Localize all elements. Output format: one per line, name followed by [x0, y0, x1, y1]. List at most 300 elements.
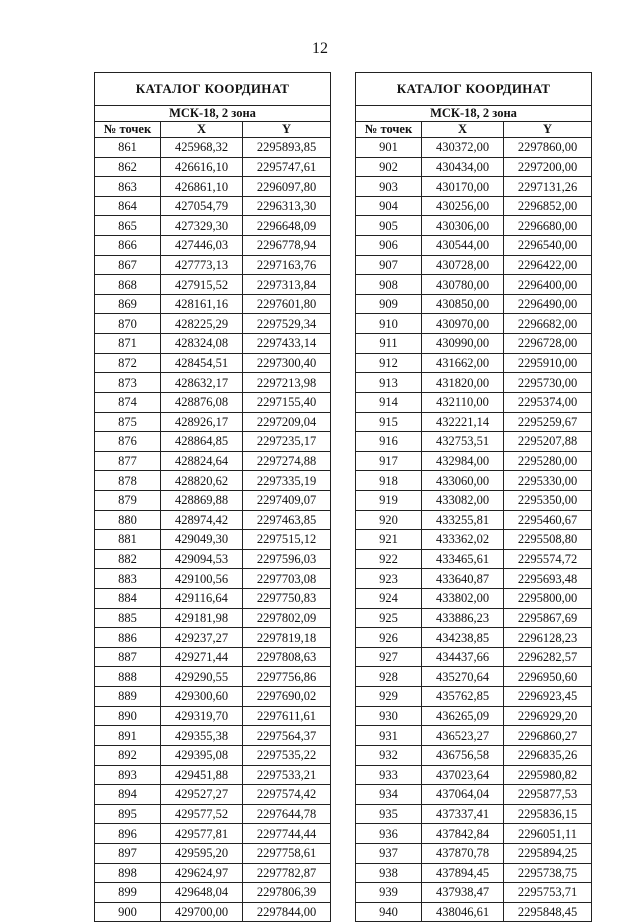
table-row — [356, 334, 592, 354]
point-number-cell: 914 — [356, 392, 422, 412]
y-coordinate-cell: 2296648,09 — [243, 216, 331, 236]
x-coordinate-cell: 430728,00 — [422, 255, 504, 275]
table-row — [95, 216, 331, 236]
table-row — [356, 157, 592, 177]
table-row — [356, 373, 592, 393]
y-coordinate-cell: 2297601,80 — [243, 294, 331, 314]
x-coordinate-cell: 428324,08 — [161, 334, 243, 354]
x-coordinate-cell: 433082,00 — [422, 490, 504, 510]
table-row — [95, 314, 331, 334]
point-number-cell: 885 — [95, 608, 161, 628]
point-number-cell: 868 — [95, 275, 161, 295]
x-coordinate-cell: 429451,88 — [161, 765, 243, 785]
x-coordinate-cell: 430170,00 — [422, 177, 504, 197]
x-coordinate-cell: 432753,51 — [422, 432, 504, 452]
y-coordinate-cell: 2295980,82 — [504, 765, 592, 785]
y-coordinate-cell: 2297535,22 — [243, 745, 331, 765]
table-row — [95, 883, 331, 903]
y-coordinate-cell: 2296860,27 — [504, 726, 592, 746]
y-coordinate-cell: 2297860,00 — [504, 138, 592, 158]
y-coordinate-cell: 2297463,85 — [243, 510, 331, 530]
y-coordinate-cell: 2297644,78 — [243, 804, 331, 824]
y-coordinate-cell: 2295836,15 — [504, 804, 592, 824]
x-coordinate-cell: 437870,78 — [422, 843, 504, 863]
x-coordinate-cell: 433362,02 — [422, 530, 504, 550]
table-row — [356, 824, 592, 844]
table-row — [95, 785, 331, 805]
x-coordinate-cell: 429355,38 — [161, 726, 243, 746]
x-coordinate-cell: 429319,70 — [161, 706, 243, 726]
table-row — [95, 549, 331, 569]
y-coordinate-cell: 2297155,40 — [243, 392, 331, 412]
point-number-cell: 879 — [95, 490, 161, 510]
table-row — [95, 843, 331, 863]
point-number-cell: 878 — [95, 471, 161, 491]
point-number-cell: 901 — [356, 138, 422, 158]
table-row — [95, 902, 331, 922]
table-row — [95, 275, 331, 295]
table-row — [95, 647, 331, 667]
point-number-cell: 891 — [95, 726, 161, 746]
x-coordinate-cell: 428974,42 — [161, 510, 243, 530]
x-coordinate-cell: 428225,29 — [161, 314, 243, 334]
y-coordinate-cell: 2296835,26 — [504, 745, 592, 765]
x-coordinate-cell: 428876,08 — [161, 392, 243, 412]
point-number-cell: 874 — [95, 392, 161, 412]
table-row — [356, 353, 592, 373]
point-number-cell: 895 — [95, 804, 161, 824]
y-coordinate-cell: 2297758,61 — [243, 843, 331, 863]
point-number-cell: 937 — [356, 843, 422, 863]
y-coordinate-cell: 2296128,23 — [504, 628, 592, 648]
point-number-cell: 903 — [356, 177, 422, 197]
x-coordinate-cell: 433886,23 — [422, 608, 504, 628]
y-coordinate-cell: 2296680,00 — [504, 216, 592, 236]
column-header-point-number: № точек — [95, 122, 161, 138]
y-coordinate-cell: 2297819,18 — [243, 628, 331, 648]
point-number-cell: 886 — [95, 628, 161, 648]
y-coordinate-cell: 2297409,07 — [243, 490, 331, 510]
x-coordinate-cell: 430990,00 — [422, 334, 504, 354]
x-coordinate-cell: 430256,00 — [422, 196, 504, 216]
y-coordinate-cell: 2295738,75 — [504, 863, 592, 883]
point-number-cell: 898 — [95, 863, 161, 883]
table-row — [356, 530, 592, 550]
point-number-cell: 938 — [356, 863, 422, 883]
x-coordinate-cell: 432110,00 — [422, 392, 504, 412]
x-coordinate-cell: 431820,00 — [422, 373, 504, 393]
point-number-cell: 894 — [95, 785, 161, 805]
x-coordinate-cell: 430544,00 — [422, 236, 504, 256]
point-number-cell: 923 — [356, 569, 422, 589]
point-number-cell: 899 — [95, 883, 161, 903]
point-number-cell: 861 — [95, 138, 161, 158]
x-coordinate-cell: 429624,97 — [161, 863, 243, 883]
x-coordinate-cell: 430850,00 — [422, 294, 504, 314]
point-number-cell: 910 — [356, 314, 422, 334]
y-coordinate-cell: 2297200,00 — [504, 157, 592, 177]
y-coordinate-cell: 2297564,37 — [243, 726, 331, 746]
y-coordinate-cell: 2295753,71 — [504, 883, 592, 903]
point-number-cell: 880 — [95, 510, 161, 530]
point-number-cell: 889 — [95, 687, 161, 707]
point-number-cell: 873 — [95, 373, 161, 393]
point-number-cell: 865 — [95, 216, 161, 236]
x-coordinate-cell: 436265,09 — [422, 706, 504, 726]
table-row — [356, 412, 592, 432]
point-number-cell: 866 — [95, 236, 161, 256]
column-header-point-number: № точек — [356, 122, 422, 138]
coordinate-catalog-table-left — [94, 72, 331, 922]
y-coordinate-cell: 2297533,21 — [243, 765, 331, 785]
y-coordinate-cell: 2297750,83 — [243, 589, 331, 609]
x-coordinate-cell: 429577,52 — [161, 804, 243, 824]
y-coordinate-cell: 2295877,53 — [504, 785, 592, 805]
y-coordinate-cell: 2296728,00 — [504, 334, 592, 354]
table-row — [95, 432, 331, 452]
x-coordinate-cell: 437023,64 — [422, 765, 504, 785]
point-number-cell: 936 — [356, 824, 422, 844]
x-coordinate-cell: 428454,51 — [161, 353, 243, 373]
table-row — [356, 667, 592, 687]
table-row — [356, 687, 592, 707]
table-row — [95, 804, 331, 824]
y-coordinate-cell: 2297744,44 — [243, 824, 331, 844]
y-coordinate-cell: 2295330,00 — [504, 471, 592, 491]
point-number-cell: 929 — [356, 687, 422, 707]
x-coordinate-cell: 428632,17 — [161, 373, 243, 393]
y-coordinate-cell: 2295893,85 — [243, 138, 331, 158]
point-number-cell: 916 — [356, 432, 422, 452]
y-coordinate-cell: 2297690,02 — [243, 687, 331, 707]
y-coordinate-cell: 2297209,04 — [243, 412, 331, 432]
table-row — [95, 392, 331, 412]
table-row — [356, 569, 592, 589]
point-number-cell: 934 — [356, 785, 422, 805]
table-row — [95, 255, 331, 275]
point-number-cell: 883 — [95, 569, 161, 589]
table-row — [95, 589, 331, 609]
x-coordinate-cell: 436523,27 — [422, 726, 504, 746]
table-row — [95, 236, 331, 256]
y-coordinate-cell: 2295867,69 — [504, 608, 592, 628]
table-row — [95, 863, 331, 883]
point-number-cell: 864 — [95, 196, 161, 216]
table-row — [356, 510, 592, 530]
x-coordinate-cell: 434238,85 — [422, 628, 504, 648]
x-coordinate-cell: 437337,41 — [422, 804, 504, 824]
table-row — [356, 392, 592, 412]
x-coordinate-cell: 429527,27 — [161, 785, 243, 805]
point-number-cell: 863 — [95, 177, 161, 197]
table-row — [356, 196, 592, 216]
point-number-cell: 900 — [95, 902, 161, 922]
table-row — [95, 824, 331, 844]
x-coordinate-cell: 427054,79 — [161, 196, 243, 216]
point-number-cell: 884 — [95, 589, 161, 609]
column-header-y: Y — [504, 122, 592, 138]
y-coordinate-cell: 2297163,76 — [243, 255, 331, 275]
x-coordinate-cell: 430780,00 — [422, 275, 504, 295]
x-coordinate-cell: 433802,00 — [422, 589, 504, 609]
x-coordinate-cell: 437938,47 — [422, 883, 504, 903]
y-coordinate-cell: 2295574,72 — [504, 549, 592, 569]
table-row — [95, 157, 331, 177]
table-row — [95, 334, 331, 354]
table-row — [356, 490, 592, 510]
point-number-cell: 930 — [356, 706, 422, 726]
table-row — [95, 608, 331, 628]
point-number-cell: 869 — [95, 294, 161, 314]
point-number-cell: 875 — [95, 412, 161, 432]
table-row — [95, 177, 331, 197]
y-coordinate-cell: 2296051,11 — [504, 824, 592, 844]
x-coordinate-cell: 433060,00 — [422, 471, 504, 491]
x-coordinate-cell: 429049,30 — [161, 530, 243, 550]
point-number-cell: 928 — [356, 667, 422, 687]
point-number-cell: 927 — [356, 647, 422, 667]
table-row — [95, 451, 331, 471]
x-coordinate-cell: 434437,66 — [422, 647, 504, 667]
table-row — [356, 471, 592, 491]
x-coordinate-cell: 430306,00 — [422, 216, 504, 236]
y-coordinate-cell: 2297596,03 — [243, 549, 331, 569]
y-coordinate-cell: 2296852,00 — [504, 196, 592, 216]
x-coordinate-cell: 429700,00 — [161, 902, 243, 922]
y-coordinate-cell: 2296282,57 — [504, 647, 592, 667]
point-number-cell: 907 — [356, 255, 422, 275]
point-number-cell: 920 — [356, 510, 422, 530]
x-coordinate-cell: 429648,04 — [161, 883, 243, 903]
y-coordinate-cell: 2297274,88 — [243, 451, 331, 471]
y-coordinate-cell: 2297802,09 — [243, 608, 331, 628]
point-number-cell: 913 — [356, 373, 422, 393]
column-header-y: Y — [243, 122, 331, 138]
table-row — [356, 549, 592, 569]
x-coordinate-cell: 428824,64 — [161, 451, 243, 471]
table-row — [356, 236, 592, 256]
table-row — [95, 471, 331, 491]
table-title: КАТАЛОГ КООРДИНАТ — [95, 73, 331, 106]
table-row — [95, 294, 331, 314]
point-number-cell: 882 — [95, 549, 161, 569]
table-row — [95, 569, 331, 589]
y-coordinate-cell: 2297131,26 — [504, 177, 592, 197]
table-row — [356, 608, 592, 628]
point-number-cell: 933 — [356, 765, 422, 785]
x-coordinate-cell: 426616,10 — [161, 157, 243, 177]
table-row — [356, 275, 592, 295]
y-coordinate-cell: 2297782,87 — [243, 863, 331, 883]
x-coordinate-cell: 435762,85 — [422, 687, 504, 707]
y-coordinate-cell: 2295730,00 — [504, 373, 592, 393]
point-number-cell: 931 — [356, 726, 422, 746]
y-coordinate-cell: 2297213,98 — [243, 373, 331, 393]
point-number-cell: 919 — [356, 490, 422, 510]
y-coordinate-cell: 2296097,80 — [243, 177, 331, 197]
point-number-cell: 912 — [356, 353, 422, 373]
x-coordinate-cell: 427915,52 — [161, 275, 243, 295]
point-number-cell: 877 — [95, 451, 161, 471]
y-coordinate-cell: 2297529,34 — [243, 314, 331, 334]
x-coordinate-cell: 428869,88 — [161, 490, 243, 510]
table-row — [95, 490, 331, 510]
table-row — [95, 412, 331, 432]
y-coordinate-cell: 2295848,45 — [504, 902, 592, 922]
point-number-cell: 896 — [95, 824, 161, 844]
y-coordinate-cell: 2295910,00 — [504, 353, 592, 373]
table-row — [356, 628, 592, 648]
x-coordinate-cell: 429577,81 — [161, 824, 243, 844]
coordinate-catalog-table-right — [355, 72, 592, 922]
y-coordinate-cell: 2295259,67 — [504, 412, 592, 432]
table-row — [95, 706, 331, 726]
table-row — [95, 745, 331, 765]
point-number-cell: 908 — [356, 275, 422, 295]
y-coordinate-cell: 2297756,86 — [243, 667, 331, 687]
table-row — [95, 373, 331, 393]
table-row — [95, 530, 331, 550]
point-number-cell: 881 — [95, 530, 161, 550]
x-coordinate-cell: 437842,84 — [422, 824, 504, 844]
point-number-cell: 904 — [356, 196, 422, 216]
y-coordinate-cell: 2295207,88 — [504, 432, 592, 452]
table-row — [356, 138, 592, 158]
column-header-x: X — [422, 122, 504, 138]
x-coordinate-cell: 433465,61 — [422, 549, 504, 569]
table-row — [356, 883, 592, 903]
point-number-cell: 897 — [95, 843, 161, 863]
point-number-cell: 887 — [95, 647, 161, 667]
x-coordinate-cell: 430970,00 — [422, 314, 504, 334]
table-row — [95, 667, 331, 687]
y-coordinate-cell: 2296923,45 — [504, 687, 592, 707]
point-number-cell: 906 — [356, 236, 422, 256]
point-number-cell: 925 — [356, 608, 422, 628]
point-number-cell: 862 — [95, 157, 161, 177]
y-coordinate-cell: 2297574,42 — [243, 785, 331, 805]
point-number-cell: 935 — [356, 804, 422, 824]
y-coordinate-cell: 2295508,80 — [504, 530, 592, 550]
x-coordinate-cell: 429181,98 — [161, 608, 243, 628]
table-row — [95, 687, 331, 707]
point-number-cell: 922 — [356, 549, 422, 569]
x-coordinate-cell: 427329,30 — [161, 216, 243, 236]
y-coordinate-cell: 2296490,00 — [504, 294, 592, 314]
x-coordinate-cell: 428926,17 — [161, 412, 243, 432]
table-title: КАТАЛОГ КООРДИНАТ — [356, 73, 592, 106]
y-coordinate-cell: 2297806,39 — [243, 883, 331, 903]
x-coordinate-cell: 427446,03 — [161, 236, 243, 256]
x-coordinate-cell: 426861,10 — [161, 177, 243, 197]
y-coordinate-cell: 2295800,00 — [504, 589, 592, 609]
y-coordinate-cell: 2296682,00 — [504, 314, 592, 334]
x-coordinate-cell: 429290,55 — [161, 667, 243, 687]
point-number-cell: 870 — [95, 314, 161, 334]
x-coordinate-cell: 430372,00 — [422, 138, 504, 158]
point-number-cell: 909 — [356, 294, 422, 314]
table-row — [95, 138, 331, 158]
y-coordinate-cell: 2296400,00 — [504, 275, 592, 295]
y-coordinate-cell: 2295894,25 — [504, 843, 592, 863]
point-number-cell: 911 — [356, 334, 422, 354]
y-coordinate-cell: 2295747,61 — [243, 157, 331, 177]
table-row — [356, 294, 592, 314]
y-coordinate-cell: 2296422,00 — [504, 255, 592, 275]
table-row — [356, 177, 592, 197]
y-coordinate-cell: 2296540,00 — [504, 236, 592, 256]
point-number-cell: 890 — [95, 706, 161, 726]
y-coordinate-cell: 2297313,84 — [243, 275, 331, 295]
x-coordinate-cell: 428161,16 — [161, 294, 243, 314]
table-row — [356, 314, 592, 334]
point-number-cell: 867 — [95, 255, 161, 275]
point-number-cell: 924 — [356, 589, 422, 609]
x-coordinate-cell: 437064,04 — [422, 785, 504, 805]
table-row — [356, 745, 592, 765]
point-number-cell: 915 — [356, 412, 422, 432]
point-number-cell: 872 — [95, 353, 161, 373]
x-coordinate-cell: 429116,64 — [161, 589, 243, 609]
x-coordinate-cell: 430434,00 — [422, 157, 504, 177]
x-coordinate-cell: 428864,85 — [161, 432, 243, 452]
x-coordinate-cell: 429395,08 — [161, 745, 243, 765]
x-coordinate-cell: 433255,81 — [422, 510, 504, 530]
point-number-cell: 917 — [356, 451, 422, 471]
table-row — [95, 353, 331, 373]
page-number: 12 — [312, 40, 328, 57]
table-row — [356, 765, 592, 785]
table-row — [95, 196, 331, 216]
y-coordinate-cell: 2297611,61 — [243, 706, 331, 726]
table-row — [356, 902, 592, 922]
x-coordinate-cell: 435270,64 — [422, 667, 504, 687]
x-coordinate-cell: 429271,44 — [161, 647, 243, 667]
point-number-cell: 940 — [356, 902, 422, 922]
x-coordinate-cell: 436756,58 — [422, 745, 504, 765]
point-number-cell: 932 — [356, 745, 422, 765]
point-number-cell: 902 — [356, 157, 422, 177]
y-coordinate-cell: 2297335,19 — [243, 471, 331, 491]
point-number-cell: 871 — [95, 334, 161, 354]
table-row — [356, 451, 592, 471]
y-coordinate-cell: 2297808,63 — [243, 647, 331, 667]
y-coordinate-cell: 2295693,48 — [504, 569, 592, 589]
table-row — [356, 863, 592, 883]
x-coordinate-cell: 432984,00 — [422, 451, 504, 471]
y-coordinate-cell: 2295460,67 — [504, 510, 592, 530]
y-coordinate-cell: 2295280,00 — [504, 451, 592, 471]
point-number-cell: 918 — [356, 471, 422, 491]
x-coordinate-cell: 429094,53 — [161, 549, 243, 569]
table-row — [356, 432, 592, 452]
y-coordinate-cell: 2297515,12 — [243, 530, 331, 550]
table-row — [356, 216, 592, 236]
table-row — [356, 589, 592, 609]
x-coordinate-cell: 425968,32 — [161, 138, 243, 158]
y-coordinate-cell: 2297703,08 — [243, 569, 331, 589]
table-zone: МСК-18, 2 зона — [356, 106, 592, 122]
y-coordinate-cell: 2296313,30 — [243, 196, 331, 216]
y-coordinate-cell: 2297844,00 — [243, 902, 331, 922]
x-coordinate-cell: 437894,45 — [422, 863, 504, 883]
point-number-cell: 921 — [356, 530, 422, 550]
table-row — [95, 628, 331, 648]
point-number-cell: 926 — [356, 628, 422, 648]
point-number-cell: 893 — [95, 765, 161, 785]
table-row — [95, 765, 331, 785]
x-coordinate-cell: 432221,14 — [422, 412, 504, 432]
